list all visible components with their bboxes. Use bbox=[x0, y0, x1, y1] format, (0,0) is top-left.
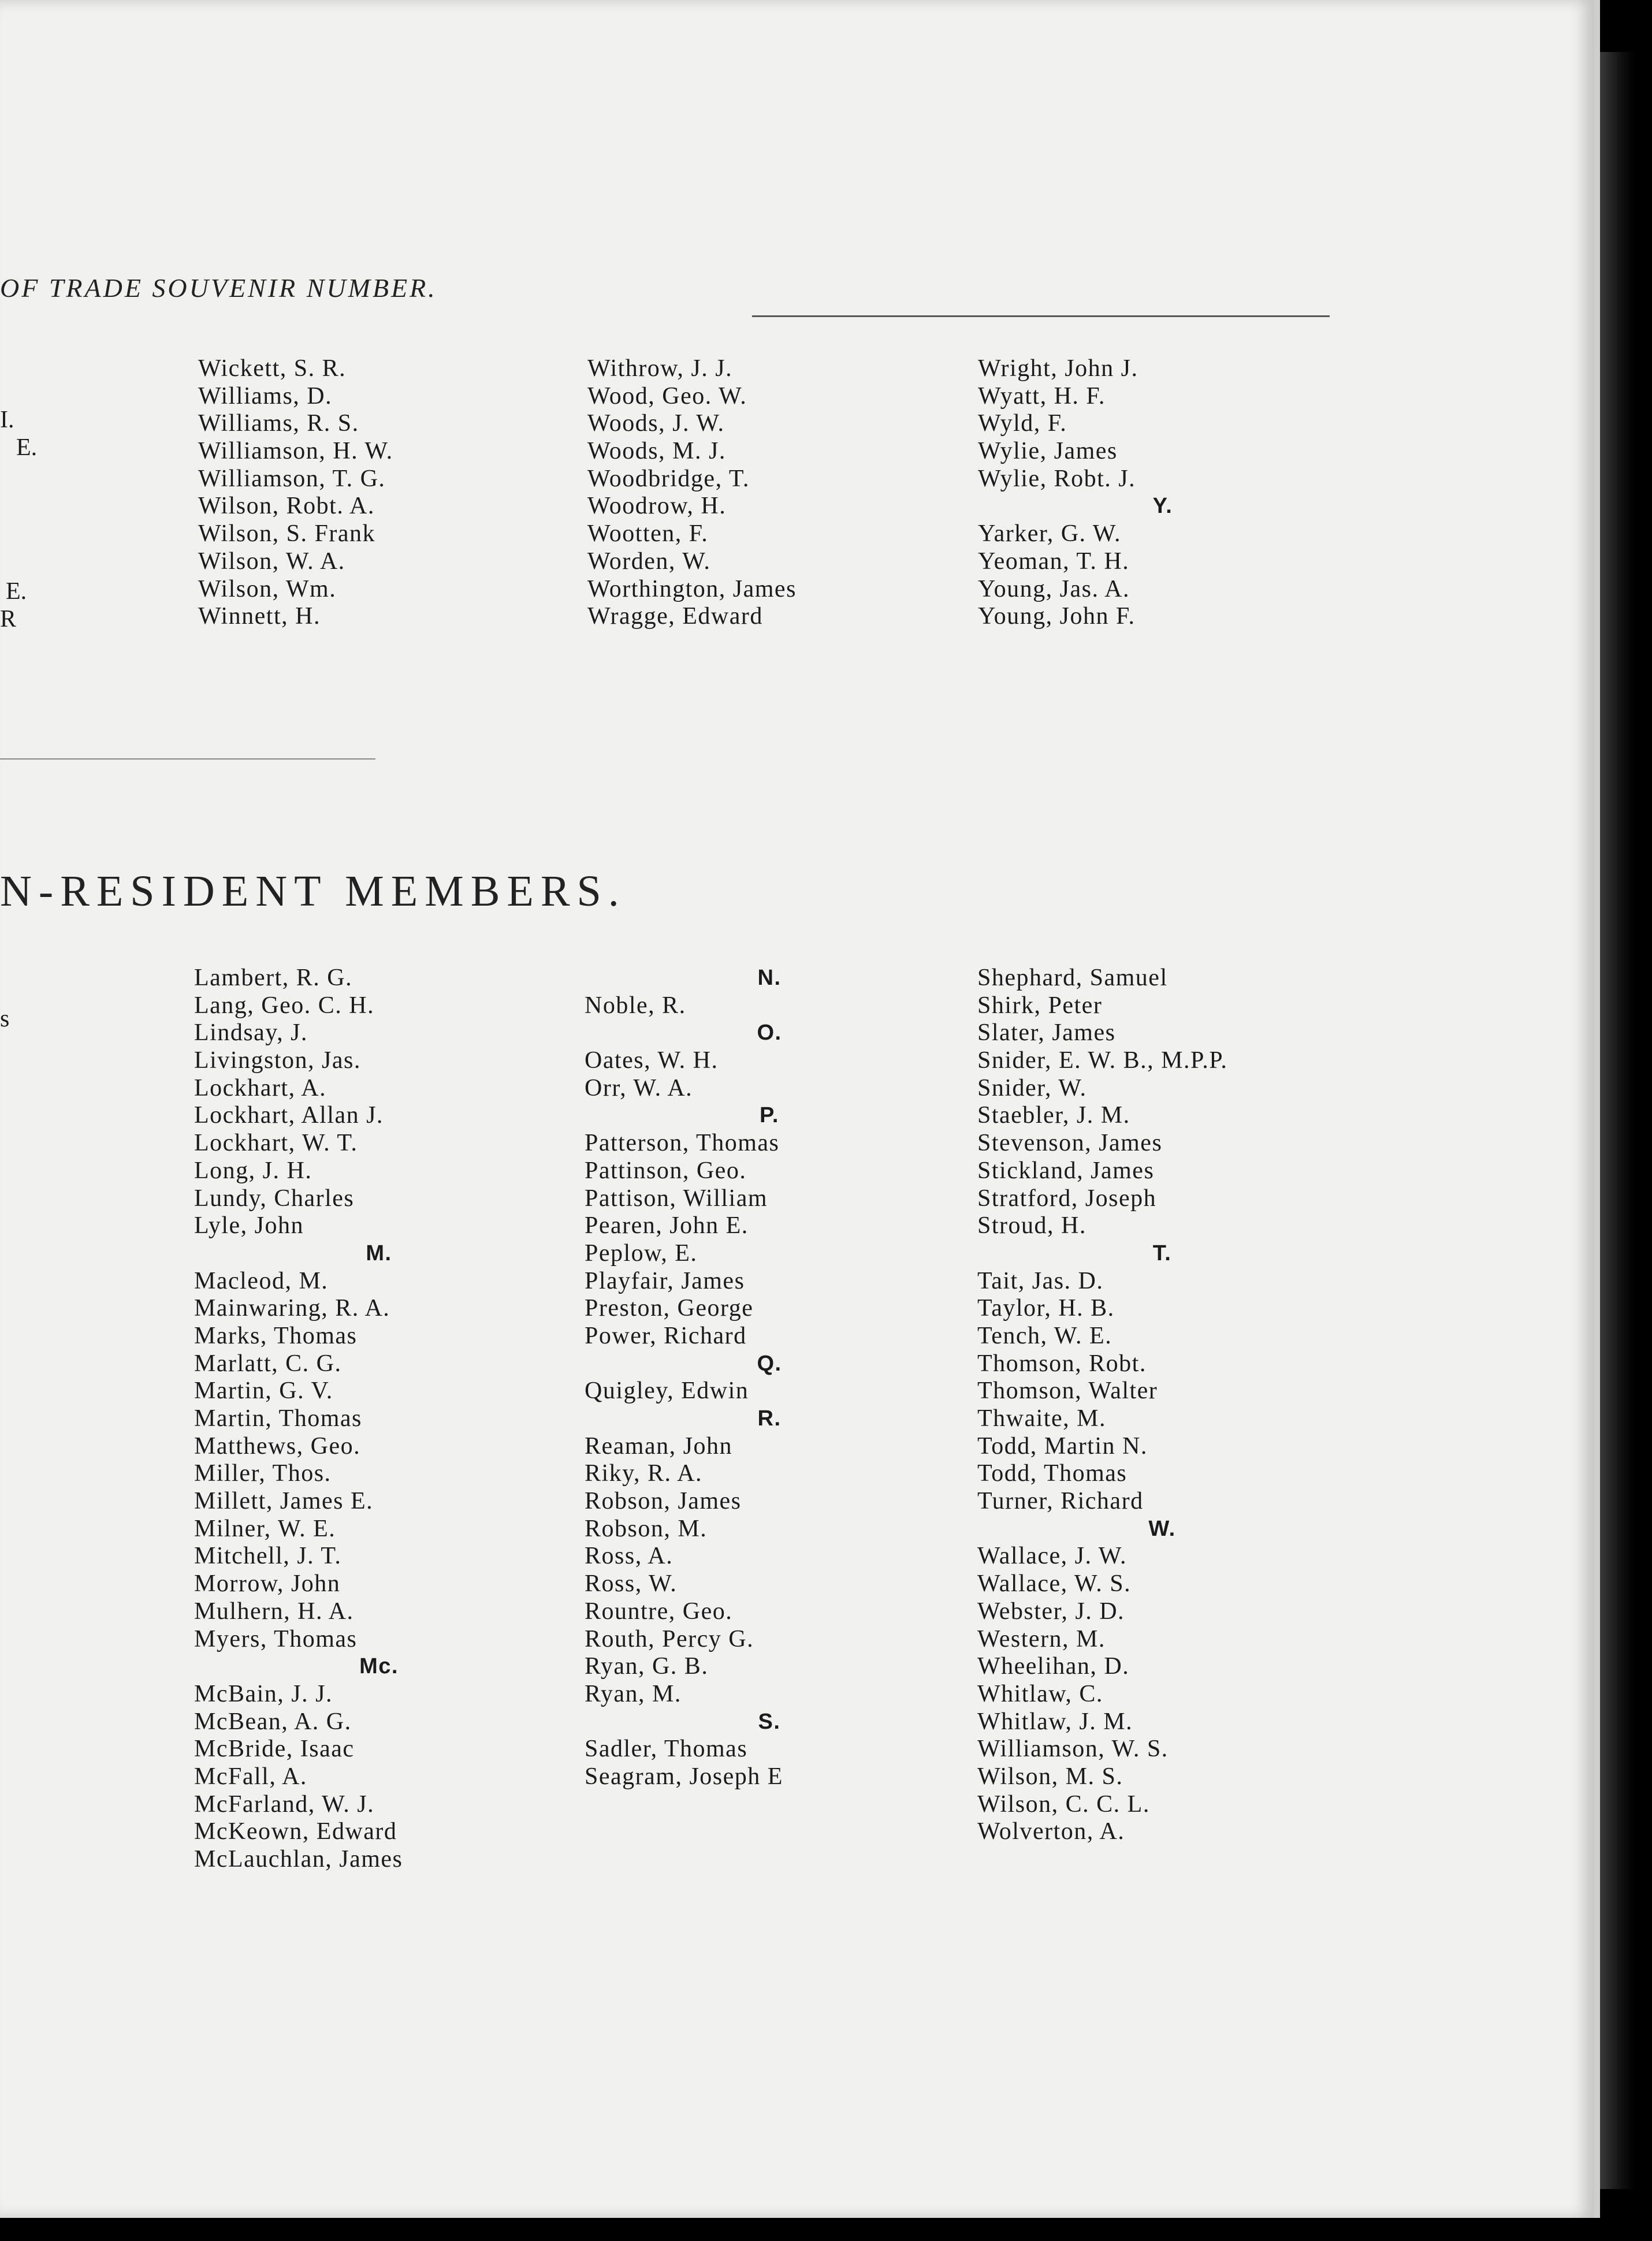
member-name: Morrow, John bbox=[194, 1570, 341, 1598]
member-name: Martin, G. V. bbox=[194, 1378, 333, 1405]
member-name: Wallace, J. W. bbox=[977, 1543, 1128, 1570]
member-name: Rountre, Geo. bbox=[585, 1598, 733, 1625]
section-letter: Mc. bbox=[359, 1654, 399, 1679]
member-name: Miller, Thos. bbox=[194, 1460, 332, 1487]
member-name: Webster, J. D. bbox=[977, 1598, 1125, 1625]
member-name: Mitchell, J. T. bbox=[194, 1543, 342, 1570]
member-name: Reaman, John bbox=[585, 1432, 732, 1460]
member-name: McFarland, W. J. bbox=[194, 1790, 375, 1818]
member-name: Millett, James E. bbox=[194, 1488, 374, 1515]
member-name: Ryan, M. bbox=[585, 1680, 682, 1707]
member-name: Stratford, Joseph bbox=[977, 1185, 1157, 1212]
member-name: Thomson, Walter bbox=[977, 1378, 1158, 1405]
member-name: Williams, D. bbox=[198, 382, 333, 410]
member-name: Long, J. H. bbox=[194, 1157, 312, 1184]
member-name: Whitlaw, C. bbox=[977, 1680, 1103, 1707]
member-name: McBean, A. G. bbox=[194, 1708, 352, 1735]
member-name: Robson, M. bbox=[585, 1515, 708, 1542]
member-name: Woodrow, H. bbox=[587, 493, 727, 520]
member-name: Lundy, Charles bbox=[194, 1185, 355, 1212]
member-name: Lockhart, A. bbox=[194, 1074, 327, 1101]
member-name: Power, Richard bbox=[585, 1322, 747, 1349]
member-name: Wootten, F. bbox=[587, 520, 709, 548]
member-name: Wragge, Edward bbox=[587, 603, 763, 630]
fragment: s bbox=[0, 1006, 10, 1032]
member-name: Pattinson, Geo. bbox=[585, 1157, 747, 1184]
member-name: Myers, Thomas bbox=[194, 1625, 358, 1652]
member-name: Ryan, G. B. bbox=[585, 1653, 709, 1680]
section-letter: O. bbox=[757, 1021, 782, 1045]
member-name: Thwaite, M. bbox=[977, 1405, 1106, 1432]
section-letter: Q. bbox=[757, 1351, 782, 1376]
member-name: Todd, Thomas bbox=[977, 1460, 1128, 1487]
fragment: E. bbox=[16, 434, 38, 461]
member-name: Martin, Thomas bbox=[194, 1405, 362, 1432]
member-name: Wilson, S. Frank bbox=[198, 520, 375, 548]
member-name: Wyatt, H. F. bbox=[978, 382, 1106, 410]
member-name: Yeoman, T. H. bbox=[978, 548, 1130, 575]
member-name: Snider, W. bbox=[977, 1074, 1087, 1101]
top-column-1 bbox=[198, 355, 568, 631]
member-name: Robson, James bbox=[585, 1488, 742, 1515]
section-letter: T. bbox=[1152, 1241, 1172, 1265]
fragment: I. bbox=[0, 407, 14, 433]
member-name: Tench, W. E. bbox=[977, 1322, 1113, 1349]
member-name: Mainwaring, R. A. bbox=[194, 1295, 390, 1322]
member-name: Routh, Percy G. bbox=[585, 1625, 754, 1652]
member-name: Macleod, M. bbox=[194, 1267, 329, 1294]
member-name: McBain, J. J. bbox=[194, 1680, 333, 1707]
members-column-2 bbox=[585, 965, 954, 1791]
member-name: McLauchlan, James bbox=[194, 1846, 403, 1873]
member-name: Mulhern, H. A. bbox=[194, 1598, 354, 1625]
member-name: Taylor, H. B. bbox=[977, 1295, 1115, 1322]
fragment: R bbox=[0, 606, 17, 632]
member-name: Lockhart, W. T. bbox=[194, 1130, 358, 1157]
member-name: Lyle, John bbox=[194, 1212, 304, 1239]
member-name: Yarker, G. W. bbox=[978, 520, 1122, 548]
member-name: Woods, J. W. bbox=[587, 410, 725, 437]
member-name: Livingston, Jas. bbox=[194, 1047, 361, 1074]
member-name: Wyld, F. bbox=[978, 410, 1067, 437]
member-name: Lindsay, J. bbox=[194, 1019, 308, 1047]
member-name: Marks, Thomas bbox=[194, 1322, 358, 1349]
member-name: Slater, James bbox=[977, 1019, 1116, 1047]
member-name: Shephard, Samuel bbox=[977, 965, 1168, 991]
section-letter: Y. bbox=[1152, 494, 1173, 519]
member-name: Williamson, W. S. bbox=[977, 1736, 1169, 1763]
member-name: Ross, W. bbox=[585, 1570, 678, 1598]
member-name: Wilson, Robt. A. bbox=[198, 493, 375, 520]
member-name: Wylie, James bbox=[978, 438, 1118, 465]
member-name: Oates, W. H. bbox=[585, 1047, 719, 1074]
member-name: Turner, Richard bbox=[977, 1488, 1144, 1515]
member-name: Marlatt, C. G. bbox=[194, 1350, 342, 1377]
member-name: Shirk, Peter bbox=[977, 992, 1103, 1019]
member-name: Stroud, H. bbox=[977, 1212, 1087, 1239]
member-name: Thomson, Robt. bbox=[977, 1350, 1147, 1377]
member-name: Stickland, James bbox=[977, 1157, 1155, 1184]
member-name: Whitlaw, J. M. bbox=[977, 1708, 1133, 1735]
member-name: Tait, Jas. D. bbox=[977, 1267, 1104, 1294]
member-name: Wood, Geo. W. bbox=[587, 382, 747, 410]
section-letter: R. bbox=[757, 1406, 782, 1431]
member-name: Peplow, E. bbox=[585, 1239, 698, 1267]
member-name: Wilson, C. C. L. bbox=[977, 1790, 1150, 1818]
member-name: Matthews, Geo. bbox=[194, 1432, 361, 1460]
member-name: Worden, W. bbox=[587, 548, 711, 575]
member-name: Stevenson, James bbox=[977, 1130, 1163, 1157]
member-name: Ross, A. bbox=[585, 1543, 674, 1570]
member-name: Williams, R. S. bbox=[198, 410, 359, 437]
member-name: McBride, Isaac bbox=[194, 1736, 355, 1763]
section-letter: N. bbox=[757, 966, 782, 990]
member-name: Milner, W. E. bbox=[194, 1515, 336, 1542]
member-name: Williamson, H. W. bbox=[198, 438, 393, 465]
member-name: Wilson, Wm. bbox=[198, 575, 337, 602]
page-edge-shadow bbox=[1600, 52, 1635, 2189]
member-name: Noble, R. bbox=[585, 992, 686, 1019]
top-column-2 bbox=[587, 355, 957, 631]
member-name: Preston, George bbox=[585, 1295, 754, 1322]
member-name: Woods, M. J. bbox=[587, 438, 726, 465]
member-name: Wickett, S. R. bbox=[198, 355, 347, 382]
member-name: Woodbridge, T. bbox=[587, 465, 750, 492]
member-name: Playfair, James bbox=[585, 1267, 745, 1294]
member-name: Wheelihan, D. bbox=[977, 1653, 1130, 1680]
member-name: Williamson, T. G. bbox=[198, 465, 386, 492]
member-name: Quigley, Edwin bbox=[585, 1378, 749, 1405]
member-name: Pearen, John E. bbox=[585, 1212, 749, 1239]
running-header: OF TRADE SOUVENIR NUMBER. bbox=[0, 273, 437, 303]
member-name: Snider, E. W. B., M.P.P. bbox=[977, 1047, 1228, 1074]
member-name: Staebler, J. M. bbox=[977, 1102, 1130, 1129]
member-name: Young, Jas. A. bbox=[978, 575, 1130, 602]
header-rule bbox=[752, 315, 1330, 317]
member-name: Riky, R. A. bbox=[585, 1460, 702, 1487]
member-name: Wallace, W. S. bbox=[977, 1570, 1132, 1598]
section-letter: P. bbox=[759, 1103, 779, 1128]
member-name: Todd, Martin N. bbox=[977, 1432, 1148, 1460]
member-name: Withrow, J. J. bbox=[587, 355, 733, 382]
member-name: Wright, John J. bbox=[978, 355, 1138, 382]
member-name: Patterson, Thomas bbox=[585, 1130, 780, 1157]
member-name: Wolverton, A. bbox=[977, 1818, 1125, 1845]
member-name: McFall, A. bbox=[194, 1763, 307, 1790]
section-title: N-RESIDENT MEMBERS. bbox=[0, 867, 626, 915]
member-name: Wilson, M. S. bbox=[977, 1763, 1123, 1790]
member-name: Sadler, Thomas bbox=[585, 1736, 748, 1763]
section-divider bbox=[0, 758, 375, 760]
member-name: Seagram, Joseph E bbox=[585, 1763, 783, 1790]
section-letter: W. bbox=[1148, 1516, 1176, 1541]
member-name: Young, John F. bbox=[978, 603, 1136, 630]
members-column-3 bbox=[977, 965, 1347, 1846]
member-name: Pattison, William bbox=[585, 1185, 768, 1212]
member-name: McKeown, Edward bbox=[194, 1818, 397, 1845]
member-name: Lockhart, Allan J. bbox=[194, 1102, 384, 1129]
member-name: Lambert, R. G. bbox=[194, 965, 353, 991]
member-name: Western, M. bbox=[977, 1625, 1106, 1652]
member-name: Wylie, Robt. J. bbox=[978, 465, 1136, 492]
member-name: Wilson, W. A. bbox=[198, 548, 345, 575]
fragment: E. bbox=[6, 578, 27, 605]
members-column-1 bbox=[194, 965, 564, 1874]
top-column-3 bbox=[978, 355, 1348, 631]
member-name: Winnett, H. bbox=[198, 603, 321, 630]
section-letter: M. bbox=[366, 1241, 392, 1265]
section-letter: S. bbox=[758, 1709, 781, 1734]
member-name: Worthington, James bbox=[587, 575, 797, 602]
member-name: Lang, Geo. C. H. bbox=[194, 992, 375, 1019]
member-name: Orr, W. A. bbox=[585, 1074, 693, 1101]
